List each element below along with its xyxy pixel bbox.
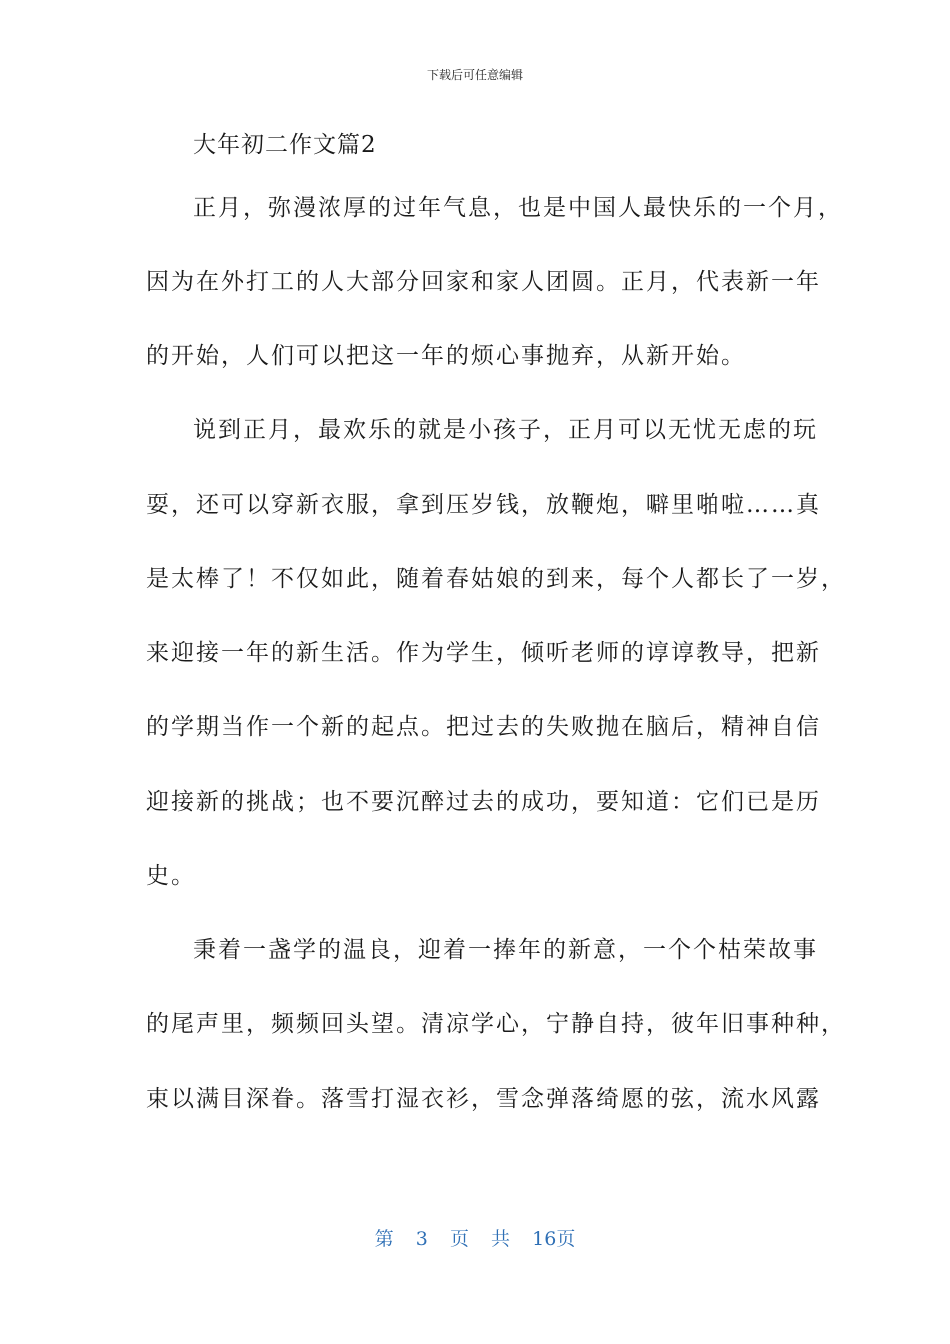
body-line: 因为在外打工的人大部分回家和家人团圆。正月，代表新一年 (146, 269, 821, 295)
body-line: 正月，弥漫浓厚的过年气息，也是中国人最快乐的一个月， (193, 195, 843, 221)
body-line: 束以满目深眷。落雪打湿衣衫，雪念弹落绮愿的弦，流水风露 (146, 1086, 821, 1112)
page-footer (0, 1226, 950, 1252)
essay-title: 大年初二作文篇2 (193, 132, 377, 158)
body-line: 迎接新的挑战；也不要沉醉过去的成功，要知道：它们已是历 (146, 789, 821, 815)
body-line: 说到正月，最欢乐的就是小孩子，正月可以无忧无虑的玩 (193, 417, 818, 443)
footer-current-page: 3 (415, 1228, 428, 1250)
body-line: 史。 (146, 863, 196, 889)
body-line: 来迎接一年的新生活。作为学生，倾听老师的谆谆教导，把新 (146, 640, 821, 666)
body-line: 是太棒了！不仅如此，随着春姑娘的到来，每个人都长了一岁， (146, 566, 846, 592)
body-line: 的尾声里，频频回头望。清凉学心，宁静自持，彼年旧事种种， (146, 1011, 846, 1037)
footer-label-gong: 共 (491, 1228, 511, 1250)
footer-label-di: 第 (374, 1228, 394, 1250)
body-line: 的开始，人们可以把这一年的烦心事抛弃，从新开始。 (146, 343, 746, 369)
footer-total-pages: 16页 (532, 1228, 576, 1250)
footer-label-ye: 页 (449, 1228, 469, 1250)
body-line: 秉着一盏学的温良，迎着一捧年的新意，一个个枯荣故事 (193, 937, 818, 963)
body-line: 耍，还可以穿新衣服，拿到压岁钱，放鞭炮，噼里啪啦……真 (146, 492, 821, 518)
page-header-note: 下载后可任意编辑 (426, 68, 523, 82)
body-line: 的学期当作一个新的起点。把过去的失败抛在脑后，精神自信 (146, 714, 821, 740)
